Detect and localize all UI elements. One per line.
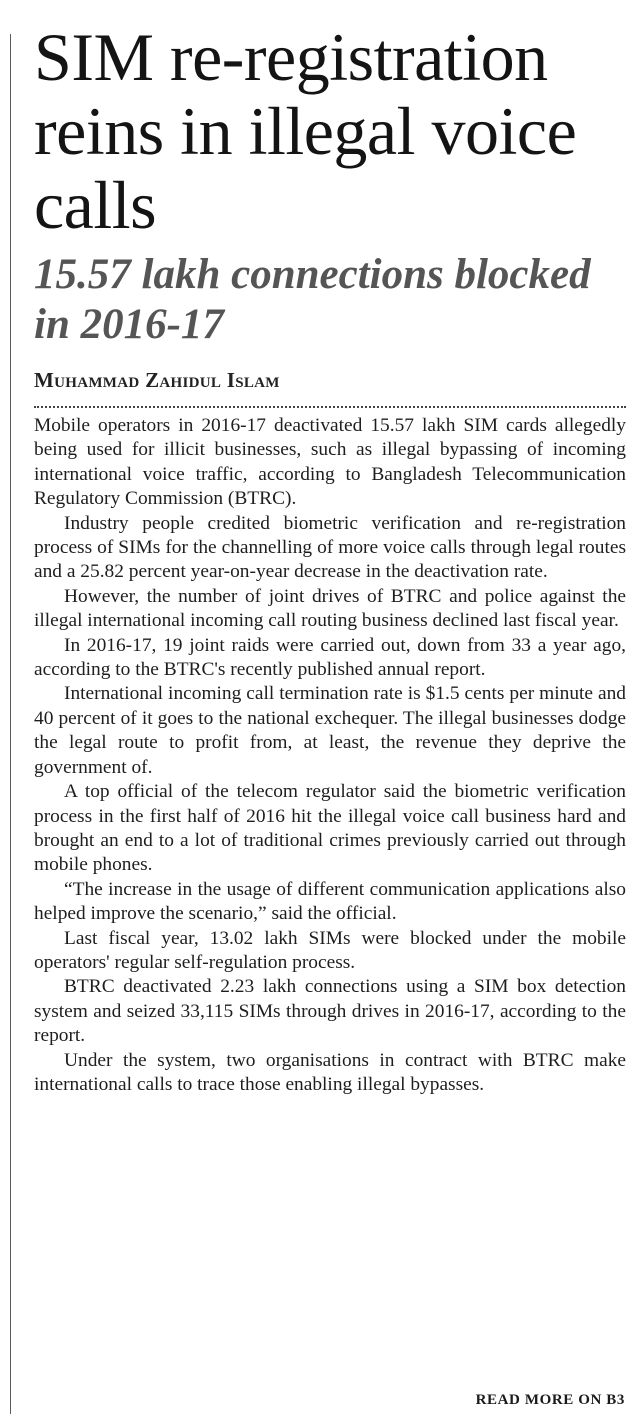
headline: SIM re-registration reins in illegal voice calls	[34, 19, 577, 243]
subheadline: 15.57 lakh connections blocked in 2016-17	[34, 251, 591, 348]
article	[34, 20, 626, 1097]
paragraph: Last fiscal year, 13.02 lakh SIMs were blocked under the mobile operators' regular self-regulation process.	[34, 927, 626, 973]
read-more-link[interactable]: READ MORE ON B3	[475, 1392, 625, 1408]
paragraph: BTRC deactivated 2.23 lakh connections using a SIM box detection system and seized 33,115 SIMs through drives in 2016-17, according to the report.	[34, 976, 626, 1047]
column-rule	[10, 34, 11, 1414]
dotted-divider	[34, 406, 626, 408]
paragraph: However, the number of joint drives of BTRC and police against the illegal international incoming call routing business declined last fiscal year.	[34, 585, 626, 632]
paragraph: Under the system, two organisations in contract with BTRC make international calls to trace those enabling illegal bypasses.	[34, 1049, 626, 1095]
paragraph: International incoming call termination rate is $1.5 cents per minute and 40 percent of it goes to the national exchequer. The illegal businesses dodge the legal route to profit from, at least, the revenue they deprive the government of.	[34, 683, 626, 778]
paragraph: In 2016-17, 19 joint raids were carried out, down from 33 a year ago, according to the BTRC's recently published annual report.	[34, 634, 626, 681]
paragraph: A top official of the telecom regulator said the biometric verification process in the first half of 2016 hit the illegal voice call business hard and brought an end to a lot of traditional crimes previously carried out through mobile phones.	[34, 781, 626, 876]
byline: Muhammad Zahidul Islam	[34, 368, 280, 392]
paragraph: “The increase in the usage of different communication applications also helped improve the scenario,” said the official.	[34, 878, 626, 925]
paragraph: Mobile operators in 2016-17 deactivated 15.57 lakh SIM cards allegedly being used for illicit businesses, such as illegal bypassing of incoming international voice traffic, according to Bangladesh Telecommunication Regulatory Commission (BTRC).	[34, 415, 626, 510]
paragraph: Industry people credited biometric verification and re-registration process of SIMs for the channelling of more voice calls through legal routes and a 25.82 percent year-on-year decrease in the deactivation rate.	[34, 512, 626, 583]
article-body	[34, 414, 626, 1097]
